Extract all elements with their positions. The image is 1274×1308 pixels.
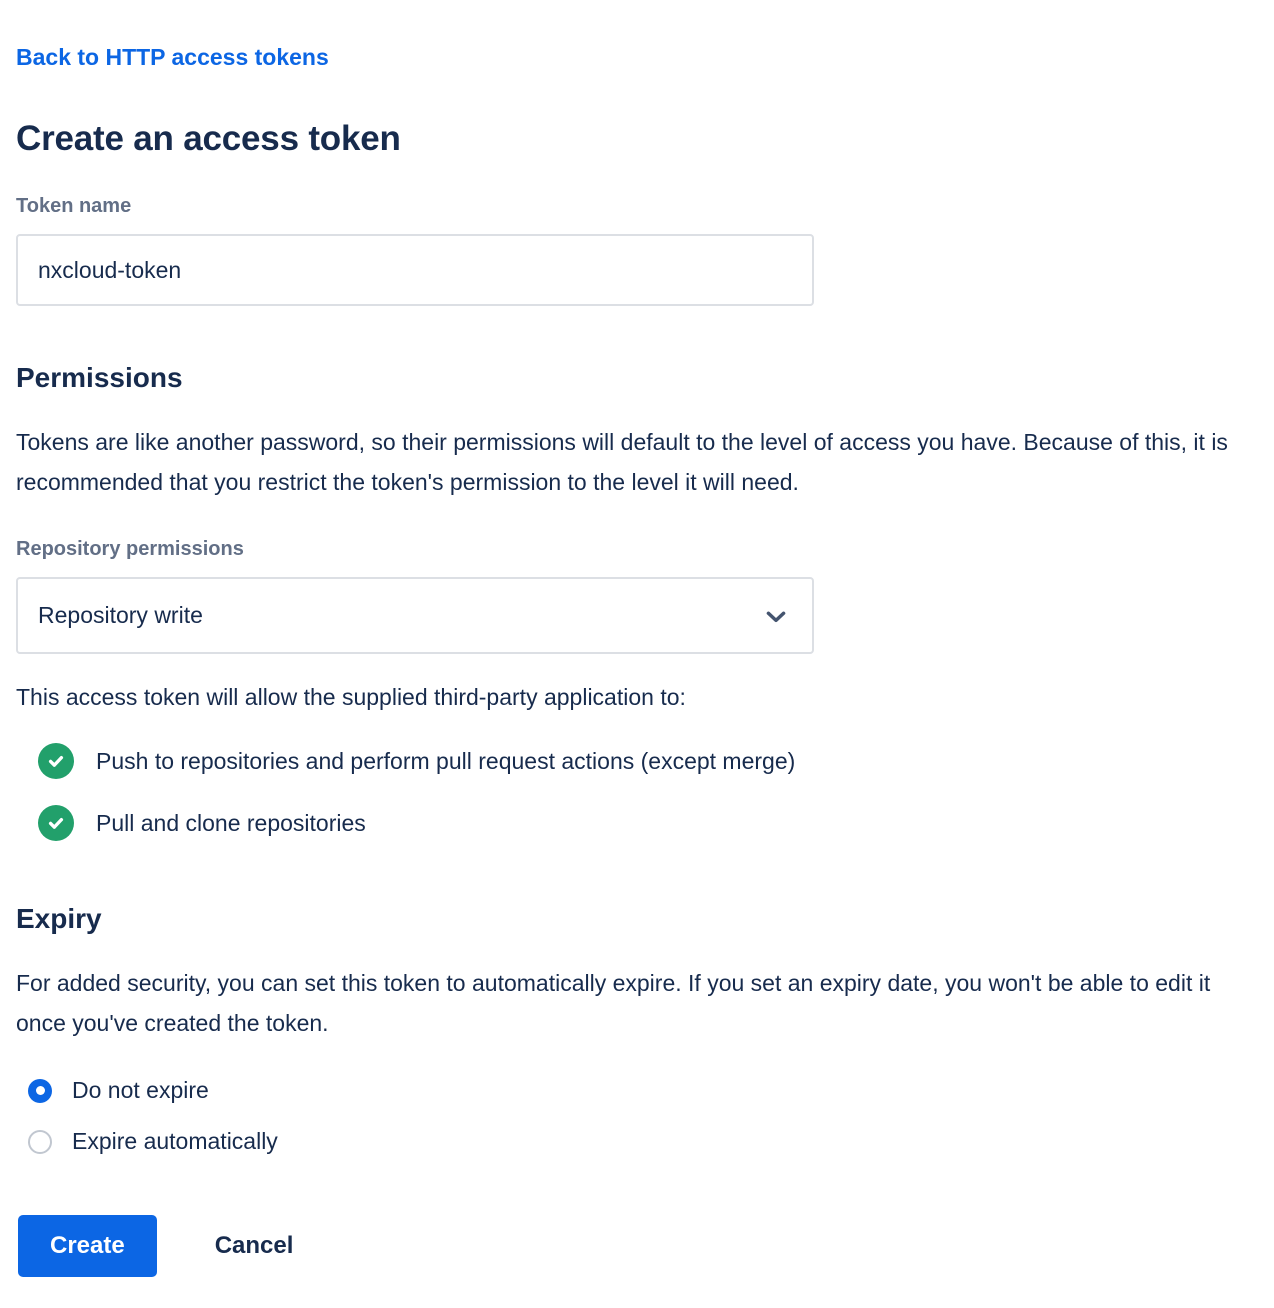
chevron-down-icon xyxy=(762,602,790,630)
radio-do-not-expire[interactable] xyxy=(16,1077,1234,1104)
repository-permissions-selected-value: Repository write xyxy=(38,602,203,628)
allow-intro-text: This access token will allow the supplied third-party application to: xyxy=(16,684,686,710)
permissions-heading: Permissions xyxy=(16,362,183,393)
check-icon xyxy=(38,743,74,779)
radio-button-icon[interactable] xyxy=(28,1130,52,1154)
permissions-description: Tokens are like another password, so their permissions will default to the level of access you have. Because of this, it is recommended that you restrict the token's permission to the level it will need. xyxy=(16,429,1228,495)
repository-permissions-label: Repository permissions xyxy=(16,538,244,560)
granted-permission-item xyxy=(16,743,1234,779)
granted-permission-text: Push to repositories and perform pull request actions (except merge) xyxy=(96,747,796,774)
expiry-radio-group xyxy=(16,1077,1234,1155)
create-button[interactable]: Create xyxy=(18,1215,157,1277)
expiry-heading: Expiry xyxy=(16,903,102,934)
page-title: Create an access token xyxy=(16,119,401,158)
radio-label: Expire automatically xyxy=(72,1128,278,1154)
expiry-description: For added security, you can set this token to automatically expire. If you set an expiry date, you won't be able to edit it once you've created the token. xyxy=(16,970,1211,1036)
repository-permissions-select[interactable] xyxy=(16,577,814,654)
token-name-input[interactable] xyxy=(16,234,814,306)
cancel-button[interactable]: Cancel xyxy=(214,1232,294,1259)
back-to-http-access-tokens-link[interactable]: Back to HTTP access tokens xyxy=(16,44,329,70)
granted-permission-item xyxy=(16,805,1234,841)
form-actions xyxy=(16,1215,1234,1277)
granted-permission-text: Pull and clone repositories xyxy=(96,809,366,836)
radio-expire-automatically[interactable] xyxy=(16,1128,1234,1155)
check-icon xyxy=(38,805,74,841)
radio-button-icon[interactable] xyxy=(28,1079,52,1103)
granted-permissions-list xyxy=(16,743,1234,841)
token-name-label: Token name xyxy=(16,195,132,217)
radio-label: Do not expire xyxy=(72,1077,209,1103)
